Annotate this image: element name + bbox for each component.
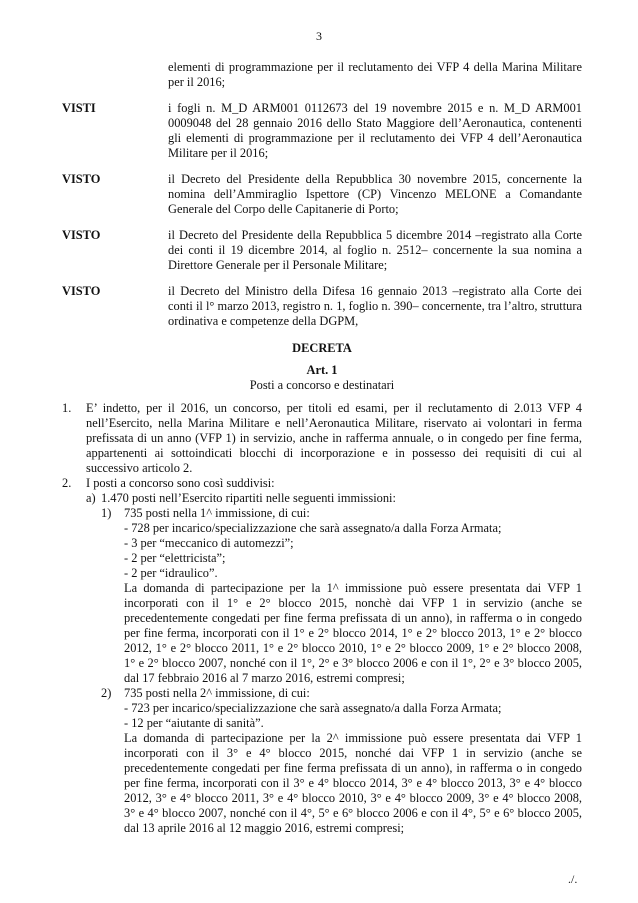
sub-item-text: 735 posti nella 2^ immissione, di cui: (124, 686, 310, 700)
sub-item-text: 735 posti nella 1^ immissione, di cui: (124, 506, 310, 520)
paragraph-text: I posti a concorso sono così suddivisi: (86, 476, 275, 490)
list-line: - 3 per “meccanico di automezzi”; (124, 536, 294, 550)
intro-continuation: elementi di programmazione per il reclutamento dei VFP 4 della Marina Militare per il 2016; (168, 60, 582, 89)
paragraph-number: 2. (62, 476, 72, 490)
recital-text: il Decreto del Ministro della Difesa 16 gennaio 2013 –registrato alla Corte dei conti il l° marzo 2013, registro n. 1, foglio n. 390– concernente, tra l’altro, struttura ordinativa e competenze della DGPM, (168, 284, 582, 328)
recital-label: VISTO (62, 228, 101, 242)
sub-item-marker: a) (86, 491, 96, 505)
recital-text: il Decreto del Presidente della Repubblica 5 dicembre 2014 –registrato alla Corte dei conti il 19 dicembre 2014, al foglio n. 2512– concernente la sua nomina a Direttore Generale per il Personale Militare; (168, 228, 582, 272)
recital (62, 284, 582, 329)
article-title: Art. 1 (306, 363, 338, 377)
recital-text: il Decreto del Presidente della Repubblica 30 novembre 2015, concernente la nomina dell’Ammiraglio Ispettore (CP) Vincenzo MELONE a Comandante Generale del Corpo delle Capitanerie di Porto; (168, 172, 582, 216)
list-line: - 2 per “idraulico”. (124, 566, 218, 580)
recital-text: i fogli n. M_D ARM001 0112673 del 19 novembre 2015 e n. M_D ARM001 0009048 del 28 gennaio 2016 dello Stato Maggiore dell’Aeronautica, contenenti gli elementi di programmazione per il reclutamento dei VFP 4 dell’Aeronautica Militare per il 2016; (168, 101, 582, 160)
paragraph-1 (62, 401, 582, 476)
sub-item-1 (101, 506, 582, 521)
list-line: - 2 per “elettricista”; (124, 551, 226, 565)
recital-label: VISTI (62, 101, 96, 115)
recital-label: VISTO (62, 172, 101, 186)
paragraph-number: 1. (62, 401, 72, 415)
sub-item-marker: 1) (101, 506, 112, 520)
continuation-mark: ./. (568, 872, 578, 886)
list-line: - 723 per incarico/specializzazione che sarà assegnato/a dalla Forza Armata; (124, 701, 502, 715)
application-note: La domanda di partecipazione per la 2^ immissione può essere presentata dai VFP 1 incorporati con il 3° e 4° blocco 2015, nonché dai VFP 1 in servizio (anche se precedentemente congedati per fine ferma prefissata di un anno), in rafferma o in congedo per fine ferma, incorporati con il 3° e 4° blocco 2014, 3° e 4° blocco 2013, 3° e 4° blocco 2012, 3° e 4° blocco 2011, 3° e 4° blocco 2010, 3° e 4° blocco 2009, 3° e 4° blocco 2008, 3° e 4° blocco 2007, nonché con il 4°, 5° e 6° blocco 2006 e con il 4°, 5° e 6° blocco 2005, dal 13 aprile 2016 al 12 maggio 2016, estremi compresi; (124, 731, 582, 835)
application-note: La domanda di partecipazione per la 1^ immissione può essere presentata dai VFP 1 incorporati con il 1° e 2° blocco 2015, nonchè dai VFP 1 in servizio (anche se precedentemente congedati per fine ferma prefissata di un anno), in rafferma o in congedo per fine ferma, incorporati con il 1° e 2° blocco 2014, 1° e 2° blocco 2013, 1° e 2° blocco 2012, 1° e 2° blocco 2011, 1° e 2° blocco 2010, 1° e 2° blocco 2009, 1° e 2° blocco 2008, 1° e 2° blocco 2007, nonché con il 1°, 2° e 3° blocco 2006 e con il 1°, 2° e 3° blocco 2005, dal 17 febbraio 2016 al 7 marzo 2016, estremi compresi; (124, 581, 582, 685)
decreta-heading: DECRETA (292, 341, 352, 355)
paragraph-text: E’ indetto, per il 2016, un concorso, per titoli ed esami, per il reclutamento di 2.013 VFP 4 nell’Esercito, nella Marina Militare e nell’Aeronautica Militare, riservato ai volontari in ferma prefissata di un anno (VFP 1) in servizio, anche in rafferma annuale, o in congedo per fine ferma, appartenenti ai sottoindicati blocchi di incorporazione e in possesso dei requisiti di cui al successivo articolo 2. (86, 401, 582, 475)
sub-item-a (86, 491, 582, 506)
recital (62, 228, 582, 273)
sub-item-2 (101, 686, 582, 701)
article-subtitle: Posti a concorso e destinatari (249, 378, 395, 392)
list-line: - 12 per “aiutante di sanità”. (124, 716, 264, 730)
sub-item-text: 1.470 posti nell’Esercito ripartiti nelle seguenti immissioni: (101, 491, 396, 505)
paragraph-2 (62, 476, 582, 836)
sub-item-marker: 2) (101, 686, 112, 700)
recital-label: VISTO (62, 284, 101, 298)
recital (62, 101, 582, 161)
recital (62, 172, 582, 217)
page-number: 3 (316, 29, 322, 43)
list-line: - 728 per incarico/specializzazione che sarà assegnato/a dalla Forza Armata; (124, 521, 502, 535)
document-body (62, 60, 582, 836)
